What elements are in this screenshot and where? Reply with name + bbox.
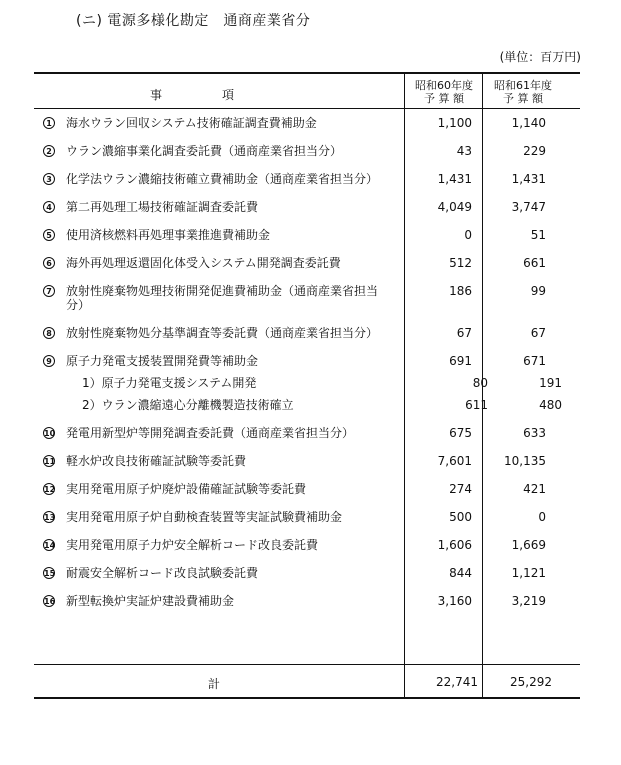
circled-number-icon: 9	[43, 355, 55, 367]
row-value-showa60: 7,601	[437, 454, 472, 468]
circled-number-icon: 4	[43, 201, 55, 213]
row-number	[34, 398, 64, 399]
header-col-showa60: 昭和60年度 予 算 額	[415, 79, 473, 105]
table-top-border	[34, 72, 580, 74]
row-label: 耐震安全解析コード改良試験委託費	[66, 566, 259, 580]
row-label: 軽水炉改良技術確証試験等委託費	[66, 454, 247, 468]
row-value-showa61: 1,121	[511, 566, 546, 580]
row-value-showa61: 480	[539, 398, 562, 412]
row-value-showa60: 274	[449, 482, 472, 496]
total-showa60: 22,741	[436, 675, 478, 689]
row-value-showa61: 229	[523, 144, 546, 158]
row-value-showa60: 1,100	[437, 116, 472, 130]
row-value-showa60: 1,431	[437, 172, 472, 186]
row-value-showa60: 80	[472, 376, 488, 390]
row-value-showa60: 675	[449, 426, 472, 440]
row-label: 2）ウラン濃縮遠心分離機製造技術確立	[82, 398, 294, 412]
table-row	[34, 538, 580, 552]
header-col-showa61: 昭和61年度 予 算 額	[494, 79, 552, 105]
row-value-showa61: 3,219	[511, 594, 546, 608]
row-label: 化学法ウラン濃縮技術確立費補助金（通商産業省担当分）	[66, 172, 379, 186]
row-number	[34, 594, 64, 607]
row-value-showa61: 1,431	[511, 172, 546, 186]
row-value-showa60: 691	[449, 354, 472, 368]
row-value-showa60: 512	[449, 256, 472, 270]
row-number	[34, 200, 64, 213]
table-row	[34, 510, 580, 524]
table-row	[34, 566, 580, 580]
circled-number-icon: 10	[44, 429, 56, 438]
row-value-showa61: 10,135	[504, 454, 546, 468]
row-number	[34, 326, 64, 339]
table-row	[34, 284, 580, 312]
circled-number-icon: 16	[44, 597, 56, 606]
row-value-showa60: 3,160	[437, 594, 472, 608]
table-row	[34, 200, 580, 214]
table-bottom-border	[34, 697, 580, 699]
row-value-showa60: 611	[465, 398, 488, 412]
row-label: 海水ウラン回収システム技術確証調査費補助金	[66, 116, 317, 130]
row-value-showa61: 99	[530, 284, 546, 298]
table-row	[34, 326, 580, 340]
row-number	[34, 228, 64, 241]
row-label: 発電用新型炉等開発調査委託費（通商産業省担当分）	[66, 426, 355, 440]
row-value-showa61: 1,669	[511, 538, 546, 552]
table-row	[34, 594, 580, 608]
row-label: 海外再処理返還固化体受入システム開発調査委託費	[66, 256, 341, 270]
circled-number-icon: 2	[43, 145, 55, 157]
table-row	[34, 454, 580, 468]
circled-number-icon: 5	[43, 229, 55, 241]
row-value-showa61: 421	[523, 482, 546, 496]
row-number	[34, 482, 64, 495]
row-label: 使用済核燃料再処理事業推進費補助金	[66, 228, 271, 242]
row-number	[34, 538, 64, 551]
row-value-showa60: 67	[456, 326, 472, 340]
table-row	[34, 426, 580, 440]
row-value-showa61: 0	[538, 510, 546, 524]
total-row	[34, 675, 580, 692]
row-number	[34, 376, 64, 377]
row-label: 実用発電用原子炉廃炉設備確証試験等委託費	[66, 482, 307, 496]
table-row	[34, 228, 580, 242]
row-value-showa61: 1,140	[511, 116, 546, 130]
row-number	[34, 284, 64, 297]
row-number	[34, 510, 64, 523]
row-number	[34, 144, 64, 157]
total-label: 計	[207, 677, 220, 691]
row-number	[34, 454, 64, 467]
row-value-showa61: 671	[523, 354, 546, 368]
row-value-showa60: 0	[464, 228, 472, 242]
row-value-showa60: 844	[449, 566, 472, 580]
circled-number-icon: 13	[44, 513, 56, 522]
row-value-showa61: 661	[523, 256, 546, 270]
table-row	[34, 482, 580, 496]
row-label: 原子力発電支援装置開発費等補助金	[66, 354, 259, 368]
row-number	[34, 116, 64, 129]
table-row	[34, 144, 580, 158]
row-number	[34, 172, 64, 185]
circled-number-icon: 1	[43, 117, 55, 129]
row-label: 第二再処理工場技術確証調査委託費	[66, 200, 259, 214]
circled-number-icon: 12	[44, 485, 56, 494]
row-value-showa60: 500	[449, 510, 472, 524]
row-label: 実用発電用原子炉自動検査装置等実証試験費補助金	[66, 510, 343, 524]
circled-number-icon: 11	[44, 457, 56, 466]
row-value-showa60: 4,049	[437, 200, 472, 214]
total-top-border	[34, 664, 580, 665]
row-label: 放射性廃棄物処理技術開発促進費補助金（通商産業省担当分）	[66, 284, 379, 312]
total-showa61: 25,292	[510, 675, 552, 689]
row-value-showa61: 3,747	[511, 200, 546, 214]
row-number	[34, 256, 64, 269]
row-value-showa61: 67	[530, 326, 546, 340]
row-value-showa61: 191	[539, 376, 562, 390]
row-number	[34, 354, 64, 367]
table-row	[34, 172, 580, 186]
row-label: 1）原子力発電支援システム開発	[82, 376, 257, 390]
table-row	[34, 116, 580, 130]
circled-number-icon: 14	[44, 541, 56, 550]
circled-number-icon: 3	[43, 173, 55, 185]
circled-number-icon: 8	[43, 327, 55, 339]
header-bottom-border	[34, 108, 580, 109]
row-value-showa60: 1,606	[437, 538, 472, 552]
table-row	[34, 376, 580, 390]
header-item-column: 事 項	[150, 88, 235, 102]
row-value-showa61: 51	[530, 228, 546, 242]
circled-number-icon: 6	[43, 257, 55, 269]
row-number	[34, 566, 64, 579]
row-label: 放射性廃棄物処分基準調査等委託費（通商産業省担当分）	[66, 326, 379, 340]
row-label: 新型転換炉実証炉建設費補助金	[66, 594, 235, 608]
table-row	[34, 256, 580, 270]
row-value-showa60: 43	[456, 144, 472, 158]
table-row	[34, 398, 580, 412]
unit-label: (単位：百万円)	[499, 50, 581, 64]
section-title: (ニ) 電源多様化勘定 通商産業省分	[76, 13, 311, 29]
circled-number-icon: 15	[44, 569, 56, 578]
circled-number-icon: 7	[43, 285, 55, 297]
table-row	[34, 354, 580, 368]
row-value-showa60: 186	[449, 284, 472, 298]
row-label: 実用発電用原子力炉安全解析コード改良委託費	[66, 538, 319, 552]
row-label: ウラン濃縮事業化調査委託費（通商産業省担当分）	[66, 144, 343, 158]
row-value-showa61: 633	[523, 426, 546, 440]
table-body	[34, 116, 580, 622]
row-number	[34, 426, 64, 439]
